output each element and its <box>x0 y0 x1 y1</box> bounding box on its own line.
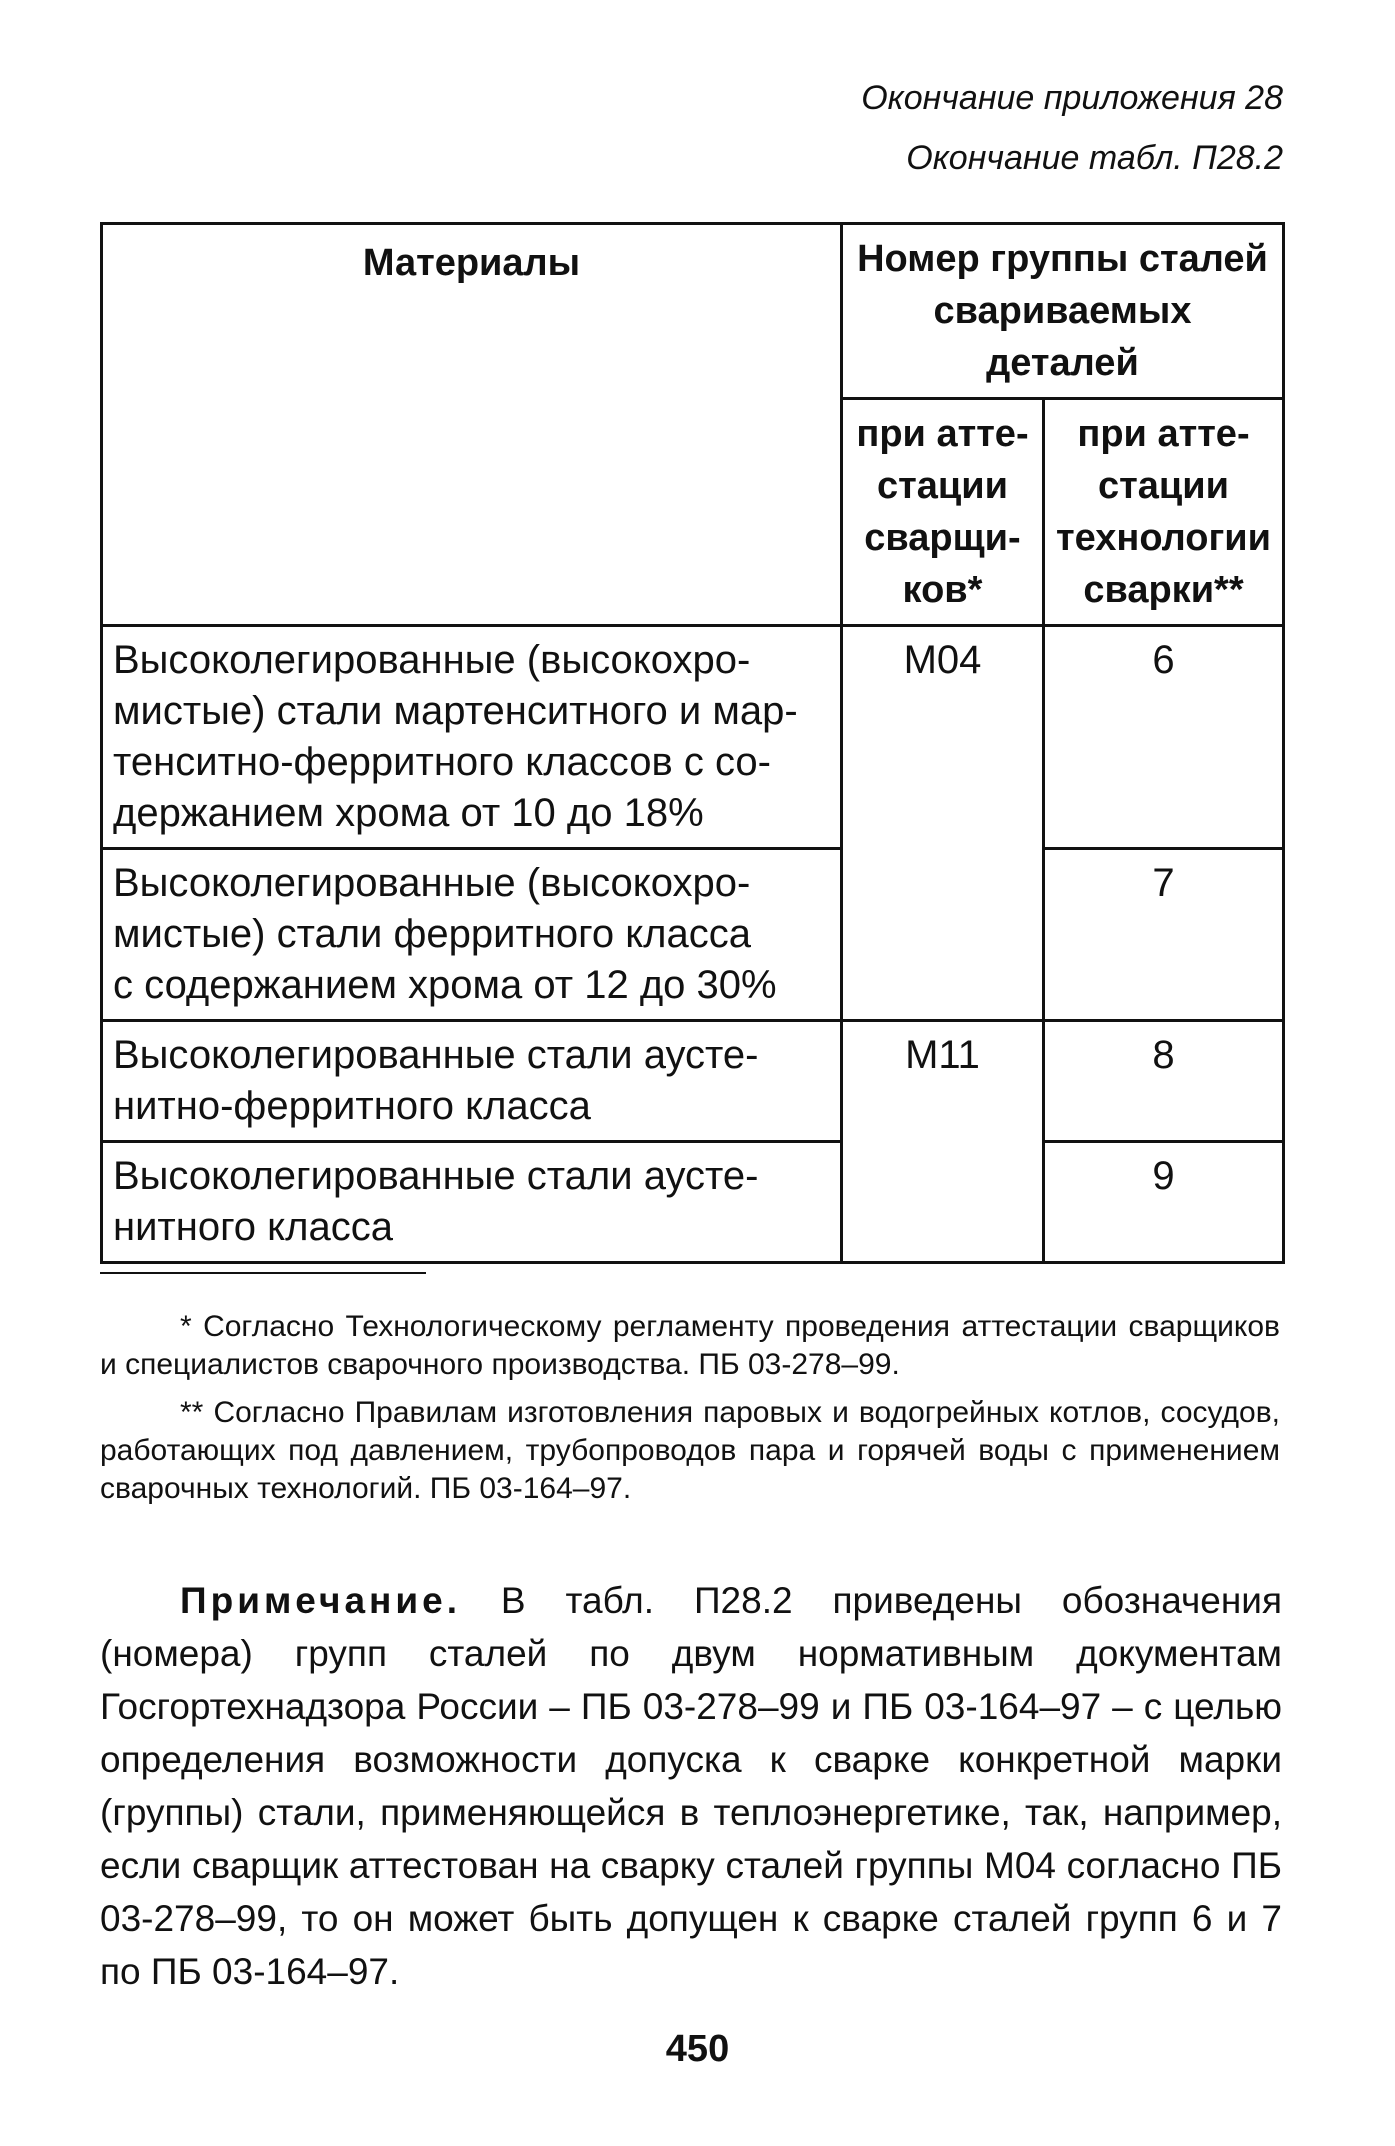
table-continuation-header: Окончание табл. П28.2 <box>906 139 1283 177</box>
table-row <box>102 626 1284 849</box>
steel-groups-table <box>100 222 1285 1264</box>
note-label: Примечание. <box>180 1580 461 1621</box>
material-cell: Высоколегированные стали аусте- нитного класса <box>102 1142 842 1263</box>
material-cell: Высоколегированные стали аусте- нитно-ферритного класса <box>102 1021 842 1142</box>
technology-group-cell: 9 <box>1044 1142 1284 1263</box>
group-number-column-header: Номер группы сталей свариваемых деталей <box>842 224 1284 399</box>
footnote-divider <box>100 1272 426 1274</box>
welders-attestation-subheader: при атте- стации сварщи- ков* <box>842 399 1044 626</box>
technology-attestation-subheader: при атте- стации технологии сварки** <box>1044 399 1284 626</box>
footnote-1: * Согласно Технологическому регламенту проведения аттестации сварщиков и специалистов сварочного производства. ПБ 03-278–99. <box>100 1310 1280 1381</box>
footnote-2: ** Согласно Правилам изготовления паровых и водогрейных котлов, сосудов, работающих под давлением, трубопроводов пара и горячей воды с применением сварочных технологий. ПБ 03-164–97. <box>100 1396 1280 1505</box>
table-row <box>102 849 1284 1021</box>
table-row <box>102 1021 1284 1142</box>
welder-group-cell: М11 <box>842 1021 1044 1263</box>
table-header-row <box>102 224 1284 399</box>
appendix-continuation-header: Окончание приложения 28 <box>861 79 1283 117</box>
table-row <box>102 1142 1284 1263</box>
technology-group-cell: 7 <box>1044 849 1284 1021</box>
welder-group-cell: М04 <box>842 626 1044 1021</box>
material-cell: Высоколегированные (высокохро- мистые) стали мартенситного и мар- тенситно-ферритного классов с со- держанием хрома от 10 до 18% <box>102 626 842 849</box>
page-number: 450 <box>665 2028 730 2070</box>
technology-group-cell: 6 <box>1044 626 1284 849</box>
materials-column-header: Материалы <box>102 224 842 626</box>
note-text: В табл. П28.2 приведены обозначения (номера) групп сталей по двум нормативным документам Госгортехнадзора России – ПБ 03-278–99 и ПБ 03-164–97 – с целью определения возможности допуска к сварке конкретной марки (группы) стали, применяющейся в теплоэнергетике, так, например, если сварщик аттестован на сварку сталей группы М04 согласно ПБ 03-278–99, то он может быть допущен к сварке сталей групп 6 и 7 по ПБ 03-164–97. <box>100 1580 1282 1992</box>
material-cell: Высоколегированные (высокохро- мистые) стали ферритного класса с содержанием хрома от 12 до 30% <box>102 849 842 1021</box>
note-paragraph <box>100 1574 1282 1998</box>
technology-group-cell: 8 <box>1044 1021 1284 1142</box>
